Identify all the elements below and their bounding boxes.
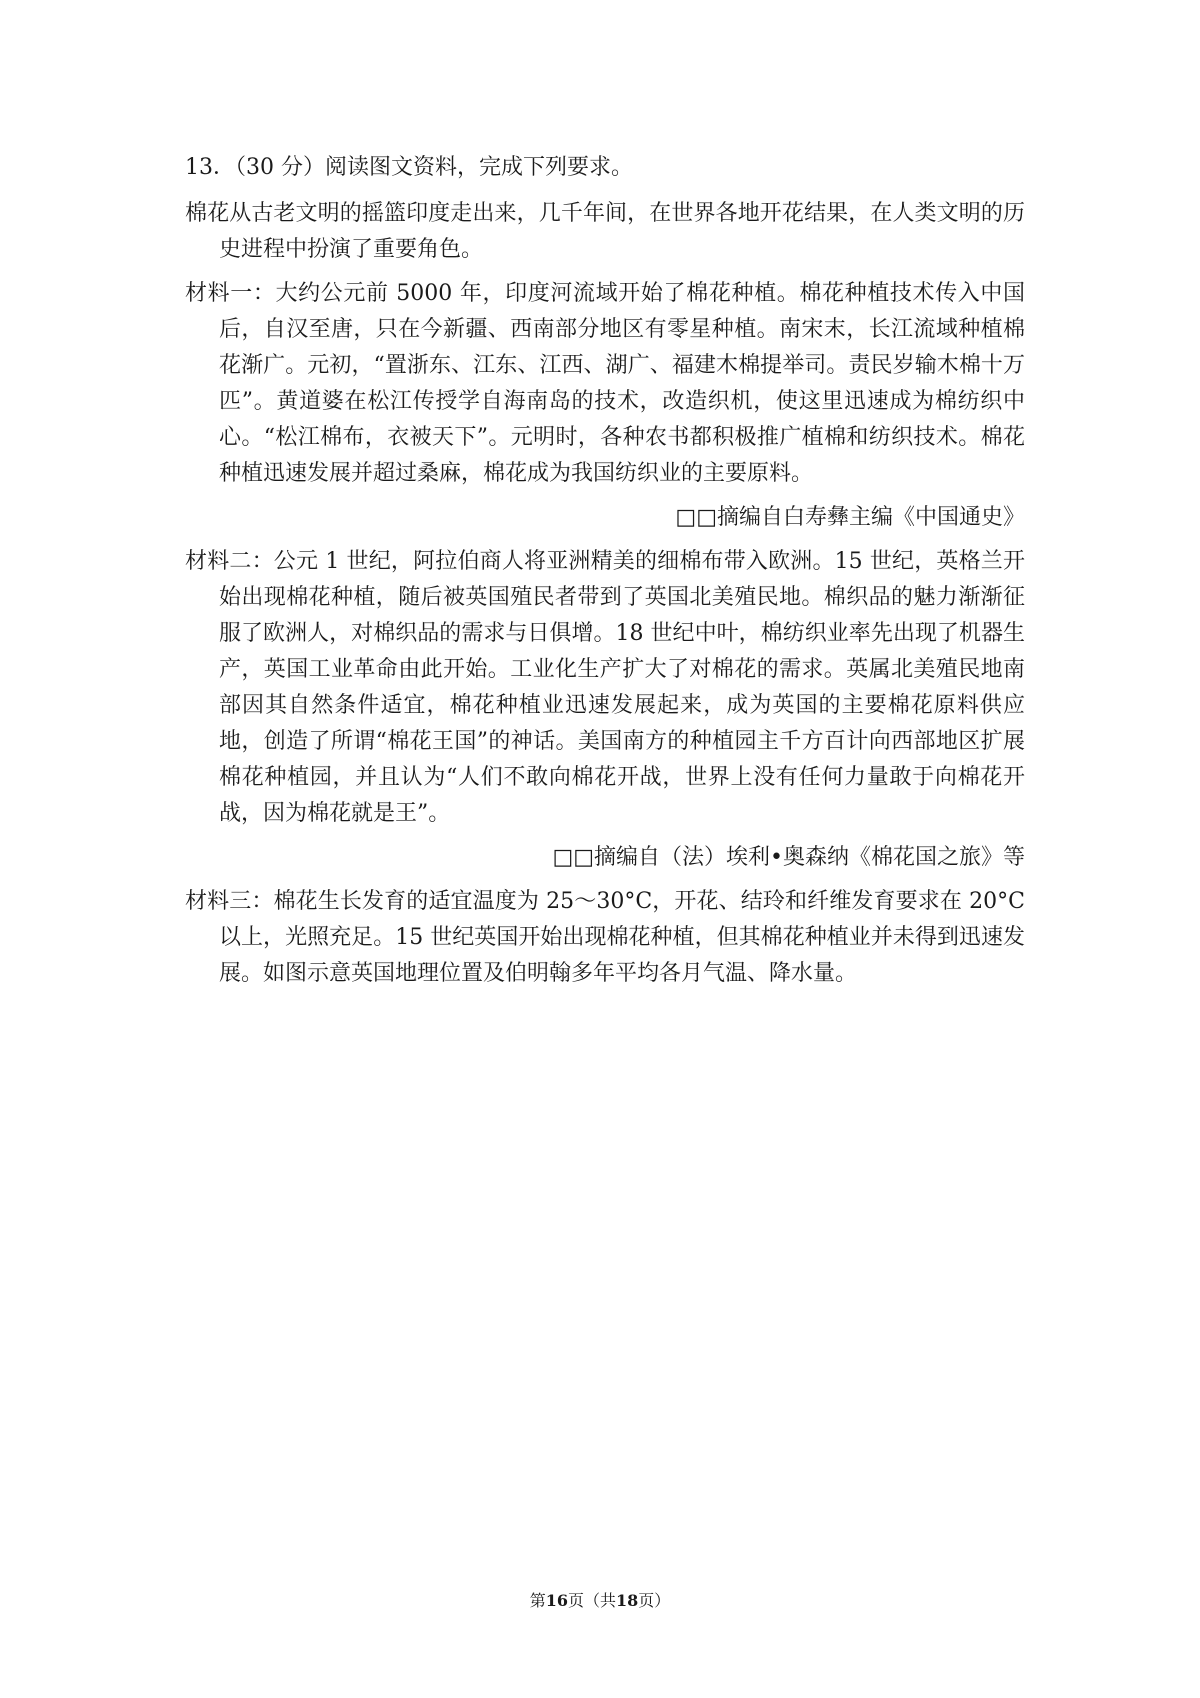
question-block — [185, 150, 1025, 1000]
material-two-text: 材料二：公元 1 世纪，阿拉伯商人将亚洲精美的细棉布带入欧洲。15 世纪，英格兰开始出现棉花种植，随后被英国殖民者带到了英国北美殖民地。棉织品的魅力渐渐征服了欧洲人，对棉织品的需求与日俱增。18 世纪中叶，棉纺织业率先出现了机器生产，英国工业革命由此开始。工业化生产扩大了对棉花的需求。英属北美殖民地南部因其自然条件适宜，棉花种植业迅速发展起来，成为英国的主要棉花原料供应地，创造了所谓“棉花王国”的神话。美国南方的种植园主千方百计向西部地区扩展棉花种植园，并且认为“人们不敢向棉花开战，世界上没有任何力量敢于向棉花开战，因为棉花就是王”。 — [185, 549, 1025, 826]
question-title: 13．（30 分）阅读图文资料，完成下列要求。 — [185, 155, 633, 180]
material-three-text: 材料三：棉花生长发育的适宜温度为 25～30°C，开花、结玲和纤维发育要求在 20°C以上，光照充足。15 世纪英国开始出现棉花种植，但其棉花种植业并未得到迅速发展。如图示意英国地理位置及伯明翰多年平均各月气温、降水量。 — [185, 889, 1025, 986]
footer-suffix: 页） — [638, 1591, 671, 1610]
material-one-text: 材料一：大约公元前 5000 年，印度河流域开始了棉花种植。棉花种植技术传入中国后，自汉至唐，只在今新疆、西南部分地区有零星种植。南宋末，长江流域种植棉花渐广。元初，“置浙东、江东、江西、湖广、福建木棉提举司。责民岁输木棉十万匹”。黄道婆在松江传授学自海南岛的技术，改造织机，使这里迅速成为棉纺织中心。“松江棉布，衣被天下”。元明时，各种农书都积极推广植棉和纺织技术。棉花种植迅速发展并超过桑麻，棉花成为我国纺织业的主要原料。 — [185, 281, 1025, 486]
page-footer — [0, 1588, 1200, 1611]
material-one-source: □□摘编自白寿彝主编《中国通史》 — [675, 505, 1025, 530]
question-intro: 棉花从古老文明的摇篮印度走出来，几千年间，在世界各地开花结果，在人类文明的历史进程中扮演了重要角色。 — [185, 201, 1025, 262]
footer-prefix: 第 — [529, 1591, 546, 1610]
footer-page-number: 16 — [545, 1591, 568, 1610]
footer-middle: 页（共 — [567, 1591, 616, 1610]
footer-total-pages: 18 — [616, 1591, 639, 1610]
material-two-source: □□摘编自（法）埃利•奥森纳《棉花国之旅》等 — [552, 845, 1025, 870]
